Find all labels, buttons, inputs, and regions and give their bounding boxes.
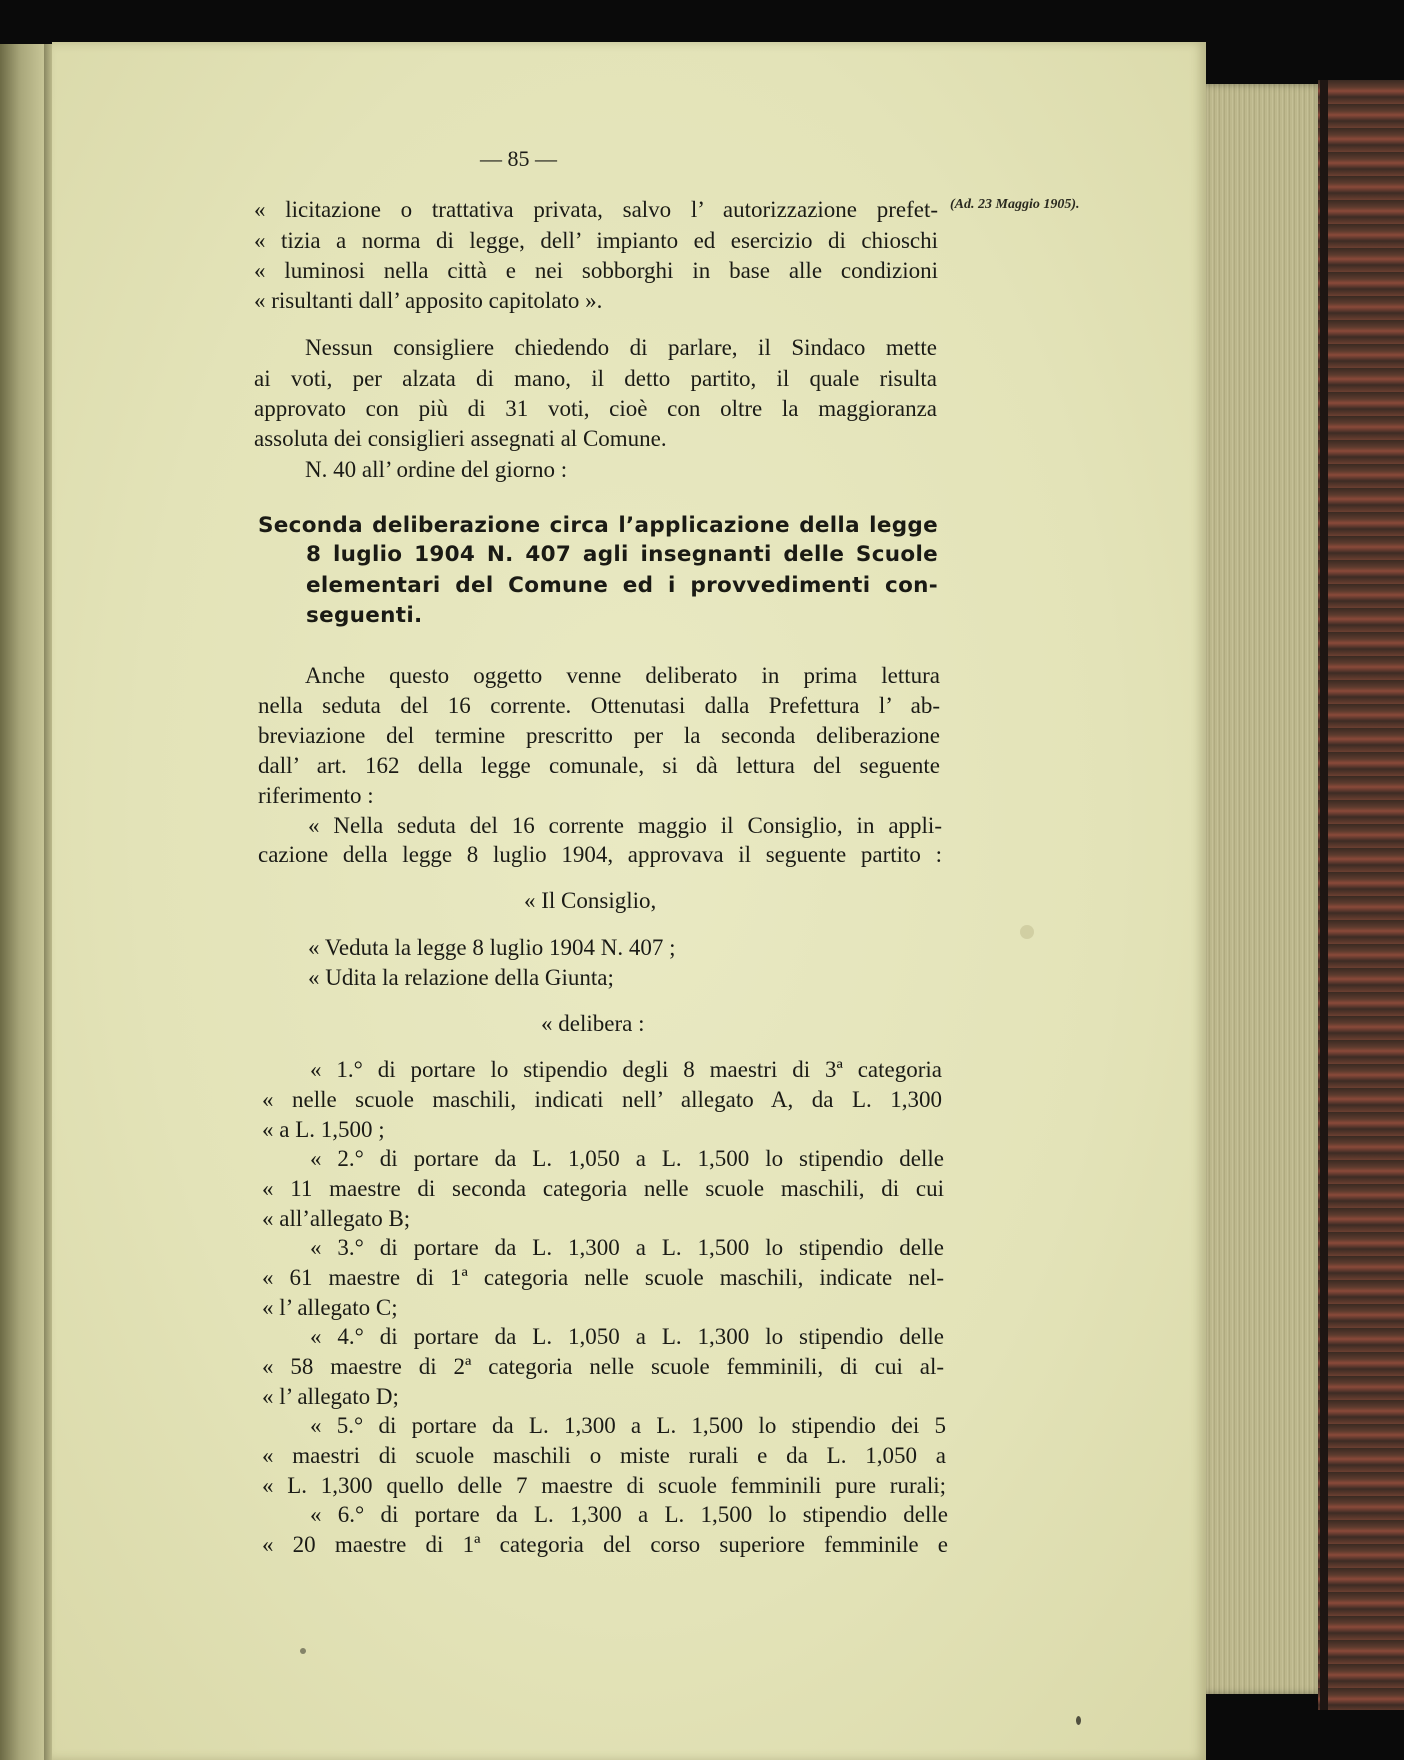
ink-spot [300,1648,306,1654]
paragraph-line: « Nella seduta del 16 corrente maggio il Consiglio, in appli- [308,813,942,838]
consideration-line: « Veduta la legge 8 luglio 1904 N. 407 ; [308,935,676,960]
resolution-line: « maestri di scuole maschili o miste rurali e da L. 1,050 a [262,1443,946,1468]
resolution-line: « all’allegato B; [262,1206,411,1231]
paragraph-line: riferimento : [258,783,374,808]
agenda-line: N. 40 all’ ordine del giorno : [305,457,568,482]
page-stain [1020,925,1034,939]
section-heading-line: elementari del Comune ed i provvedimenti con- [306,573,938,598]
section-heading-line: seguenti. [306,603,423,628]
resolution-line: « 3.° di portare da L. 1,300 a L. 1,500 lo stipendio delle [310,1235,944,1260]
page-number: — 85 — [480,146,557,171]
ink-spot [1076,1716,1081,1725]
resolution-line: « 11 maestre di seconda categoria nelle scuole maschili, di cui [262,1176,944,1201]
paragraph-line: Nessun consigliere chiedendo di parlare, il Sindaco mette [305,335,937,360]
quote-line: « risultanti dall’ apposito capitolato ». [254,288,603,313]
paragraph-line: dall’ art. 162 della legge comunale, si dà lettura del seguente [258,753,940,778]
resolution-line: « 4.° di portare da L. 1,050 a L. 1,300 lo stipendio delle [310,1324,944,1349]
resolution-line: « 2.° di portare da L. 1,050 a L. 1,500 lo stipendio delle [310,1146,944,1171]
paragraph-line: nella seduta del 16 corrente. Ottenutasi dalla Prefettura l’ ab- [258,693,940,718]
book-cover-edge [1318,80,1404,1710]
consideration-line: « Udita la relazione della Giunta; [308,965,614,990]
cover-spine-shadow [1320,80,1328,1710]
resolution-line: « 58 maestre di 2ª categoria nelle scuole femminili, di cui al- [262,1354,944,1379]
resolution-line: « l’ allegato D; [262,1384,399,1409]
page-stack-edge [1206,84,1324,1694]
paragraph-line: cazione della legge 8 luglio 1904, approvava il seguente partito : [258,842,942,867]
resolution-line: « 6.° di portare da L. 1,300 a L. 1,500 lo stipendio delle [310,1502,948,1527]
quote-line: « licitazione o trattativa privata, salvo l’ autorizzazione prefet- [254,197,938,222]
margin-date-note: (Ad. 23 Maggio 1905). [950,197,1080,212]
paragraph-line: ai voti, per alzata di mano, il detto partito, il quale risulta [254,366,937,391]
delibera-line: « delibera : [541,1011,645,1036]
resolution-line: « 20 maestre di 1ª categoria del corso superiore femminile e [262,1532,948,1557]
section-heading-line: 8 luglio 1904 N. 407 agli insegnanti delle Scuole [306,542,938,567]
previous-page-edge [0,44,50,1760]
resolution-line: « a L. 1,500 ; [262,1117,385,1142]
paragraph-line: Anche questo oggetto venne deliberato in prima lettura [305,663,940,688]
resolution-line: « 1.° di portare lo stipendio degli 8 maestri di 3ª categoria [310,1057,942,1082]
quote-line: « tizia a norma di legge, dell’ impianto ed esercizio di chioschi [254,228,938,253]
resolution-line: « l’ allegato C; [262,1295,398,1320]
resolution-line: « 5.° di portare da L. 1,300 a L. 1,500 lo stipendio dei 5 [310,1413,946,1438]
resolution-line: « L. 1,300 quello delle 7 maestre di scuole femminili pure rurali; [262,1473,946,1498]
resolution-line: « nelle scuole maschili, indicati nell’ allegato A, da L. 1,300 [262,1087,942,1112]
section-heading-line: Seconda deliberazione circa l’applicazione della legge [258,513,938,538]
quote-line: « luminosi nella città e nei sobborghi in base alle condizioni [254,258,938,283]
paragraph-line: breviazione del termine prescritto per la seconda deliberazione [258,723,940,748]
council-line: « Il Consiglio, [524,888,657,913]
paragraph-line: assoluta dei consiglieri assegnati al Comune. [254,426,667,451]
resolution-line: « 61 maestre di 1ª categoria nelle scuole maschili, indicate nel- [262,1265,944,1290]
paragraph-line: approvato con più di 31 voti, cioè con oltre la maggioranza [254,396,937,421]
